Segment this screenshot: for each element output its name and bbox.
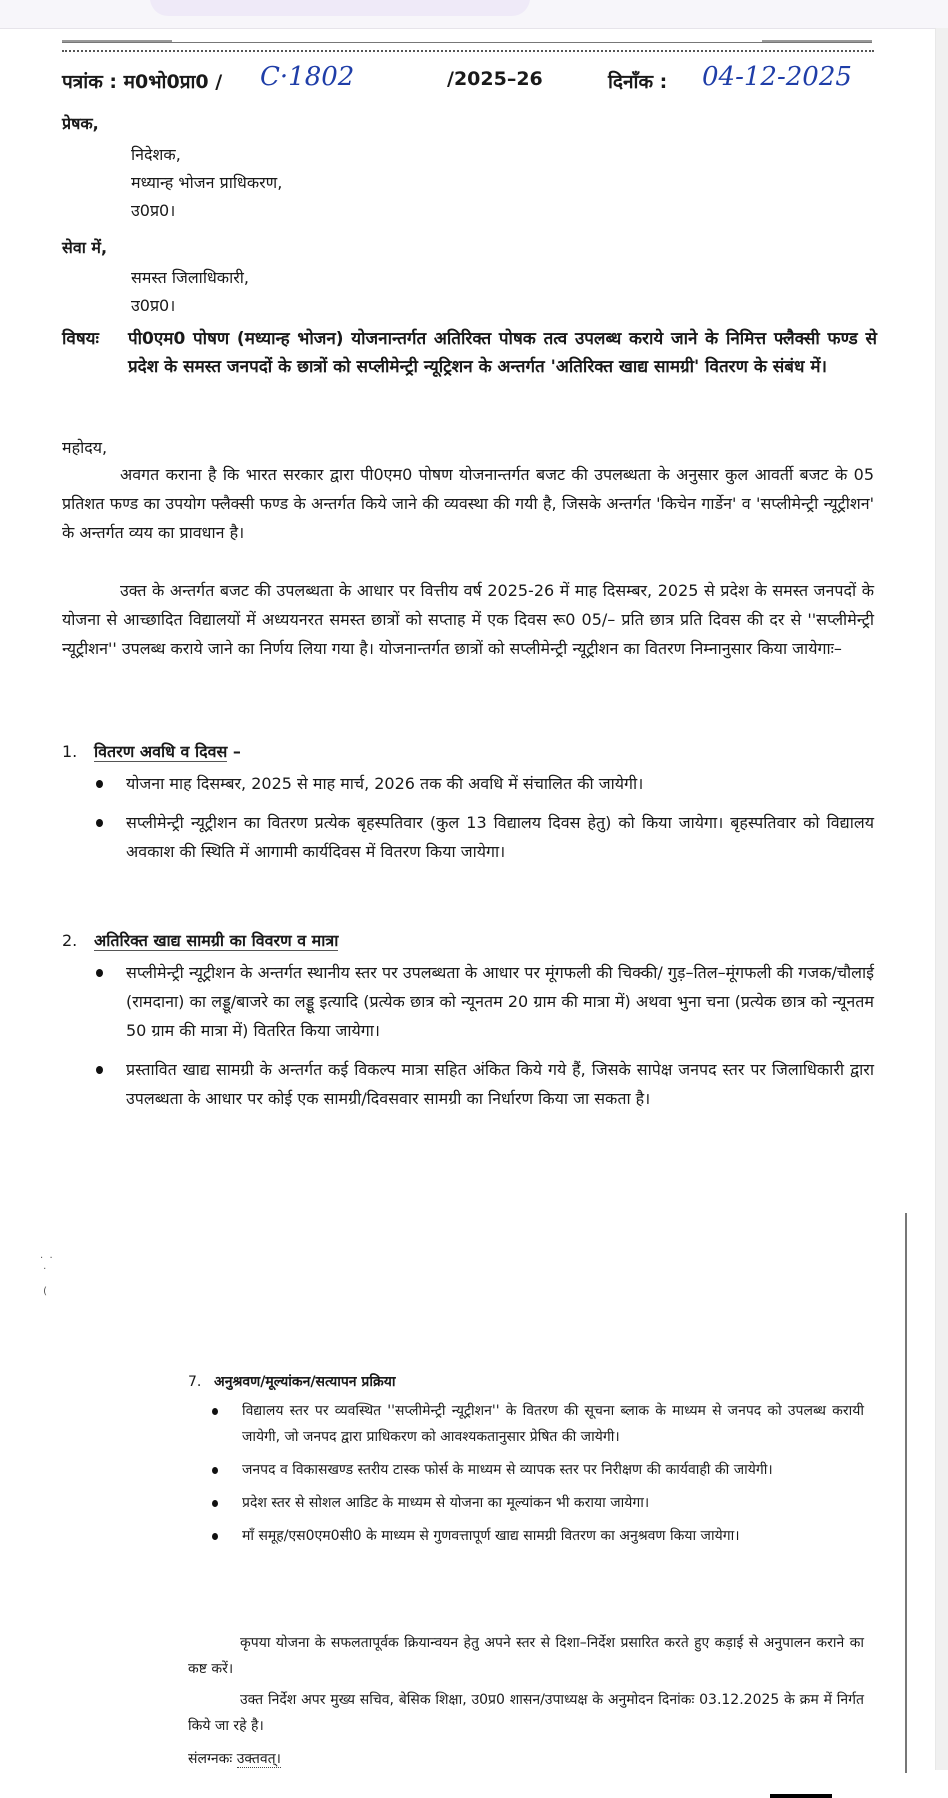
- bullet-text: सप्लीमेन्ट्री न्यूट्रीशन के अन्तर्गत स्थानीय स्तर पर उपलब्धता के आधार पर मूंगफली की चिक्की/ गुड़–तिल–मूंगफली की गजक/चौलाई (रामदाना) का लड्डू/बाजरे का लड्डू इत्यादि (प्रत्येक छात्र को न्यूनतम 20 ग्राम की मात्रा में) अथवा भुना चना (प्रत्येक छात्र को न्यूनतम 50 ग्राम की मात्रा में) वितरित किया जायेगा।: [126, 963, 874, 1040]
- paragraph-1: [62, 460, 874, 547]
- enclosure: [188, 1750, 281, 1769]
- sender-heading: प्रेषक,: [62, 114, 99, 133]
- sender-line: मध्यान्ह भोजन प्राधिकरण,: [131, 173, 283, 192]
- bullet-text: प्रस्तावित खाद्य सामग्री के अन्तर्गत कई विकल्प मात्रा सहित अंकित किये गये हैं, जिसके सापेक्ष जनपद स्तर पर जिलाधिकारी द्वारा उपलब्धता के आधार पर कोई एक सामग्री/दिवसवार सामग्री का निर्धारण किया जा सकता है।: [126, 1060, 874, 1108]
- bullet-item: [204, 1398, 864, 1450]
- bullet-item: [88, 958, 874, 1045]
- enclosure-value: उक्तवत्।: [236, 1751, 281, 1767]
- subject-label: विषयः: [62, 329, 99, 349]
- bullet-item: [204, 1523, 864, 1549]
- letterhead-strip: [62, 34, 872, 43]
- closing-paragraph-2: [188, 1687, 864, 1739]
- scrollbar[interactable]: [935, 28, 948, 1770]
- recipient-line: उ0प्र0।: [131, 296, 176, 315]
- bullet-item: [204, 1457, 864, 1483]
- section-number: 2.: [62, 931, 78, 950]
- url-pill[interactable]: [150, 0, 530, 16]
- sender-line: निदेशक,: [131, 145, 181, 164]
- section-title-suffix: –: [227, 742, 241, 761]
- bullet-item: [88, 808, 874, 866]
- letterhead-right-fragment: [762, 34, 872, 42]
- enclosure-label: संलग्नकः: [188, 1751, 233, 1767]
- section-title-text: वितरण अवधि व दिवस: [94, 742, 228, 761]
- recipient-line: समस्त जिलाधिकारी,: [131, 268, 250, 287]
- section-7-bullets: [204, 1398, 864, 1556]
- bullet-icon: [212, 1533, 218, 1540]
- subject-text: पी0एम0 पोषण (मध्यान्ह भोजन) योजनान्तर्गत अतिरिक्त पोषक तत्व उपलब्ध कराये जाने के निमित्त फ्लैक्सी फण्ड से प्रदेश के समस्त जनपदों के छात्रों को सप्लीमेन्ट्री न्यूट्रिशन के अन्तर्गत 'अतिरिक्त खाद्य सामग्री' वितरण के संबंध में।: [128, 329, 877, 377]
- handwritten-reference-number: C·1802: [260, 62, 355, 92]
- section-2-bullets: [88, 958, 874, 1123]
- reference-row: [62, 64, 882, 98]
- dotted-divider: [62, 50, 874, 52]
- paragraph-text: कृपया योजना के सफलतापूर्वक क्रियान्वयन हेतु अपने स्तर से दिशा–निर्देश प्रसारित करते हुए कड़ाई से अनुपालन कराने का कष्ट करें।: [188, 1635, 864, 1677]
- bullet-icon: [212, 1467, 218, 1474]
- page-edge-line: [905, 1213, 907, 1773]
- paragraph-text: उक्त निर्देश अपर मुख्य सचिव, बेसिक शिक्षा, उ0प्र0 शासन/उपाध्यक्ष के अनुमोदन दिनांकः 03.12.2025 के क्रम में निर्गत किये जा रहे है।: [188, 1692, 864, 1734]
- handwritten-date: 04-12-2025: [702, 62, 852, 92]
- bullet-text: जनपद व विकासखण्ड स्तरीय टास्क फोर्स के माध्यम से व्यापक स्तर पर निरीक्षण की कार्यवाही की जायेगी।: [242, 1462, 773, 1478]
- recipient-heading: सेवा में,: [62, 238, 108, 257]
- browser-top-bar: [0, 0, 948, 29]
- section-title-text: अनुश्रवण/मूल्यांकन/सत्यापन प्रक्रिया: [214, 1374, 396, 1390]
- signature-stamp-fragment: [770, 1794, 832, 1798]
- bullet-text: प्रदेश स्तर से सोशल आडिट के माध्यम से योजना का मूल्यांकन भी कराया जायेगा।: [242, 1495, 650, 1511]
- bullet-icon: [96, 969, 103, 977]
- bullet-item: [88, 1055, 874, 1113]
- paragraph-2: [62, 576, 874, 663]
- section-1-bullets: [88, 769, 874, 876]
- paragraph-text: अवगत कराना है कि भारत सरकार द्वारा पी0एम0 पोषण योजनान्तर्गत बजट की उपलब्धता के अनुसार कुल आवर्ती बजट के 05 प्रतिशत फण्ड का उपयोग फ्लैक्सी फण्ड के अन्तर्गत किये जाने की व्यवस्था की गयी है, जिसके अन्तर्गत 'किचेन गार्डेन' व 'सप्लीमेन्ट्री न्यूट्रीशन' के अन्तर्गत व्यय का प्रावधान है।: [62, 465, 874, 542]
- reference-year: /2025–26: [447, 68, 543, 90]
- bullet-icon: [96, 1066, 103, 1074]
- bullet-item: [88, 769, 874, 798]
- section-number: 1.: [62, 742, 78, 761]
- bullet-icon: [212, 1408, 218, 1415]
- letterhead-left-fragment: [62, 34, 172, 42]
- bullet-text: योजना माह दिसम्बर, 2025 से माह मार्च, 2026 तक की अवधि में संचालित की जायेगी।: [126, 774, 644, 793]
- closing-paragraph-1: [188, 1630, 864, 1682]
- date-label: दिनाँक :: [608, 71, 668, 93]
- section-title-text: अतिरिक्त खाद्य सामग्री का विवरण व मात्रा: [94, 931, 339, 950]
- paragraph-text: उक्त के अन्तर्गत बजट की उपलब्धता के आधार पर वित्तीय वर्ष 2025-26 में माह दिसम्बर, 2025 से प्रदेश के समस्त जनपदों के योजना से आच्छादित विद्यालयों में अध्ययनरत समस्त छात्रों को सप्ताह में एक दिवस रू0 05/– प्रति छात्र प्रति दिवस की दर से ''सप्लीमेन्ट्री न्यूट्रीशन'' उपलब्ध कराये जाने का निर्णय लिया गया है। योजनान्तर्गत छात्रों को सप्लीमेन्ट्री न्यूट्रीशन का वितरण निम्नानुसार किया जायेगाः–: [62, 581, 874, 658]
- bullet-text: माँ समूह/एस0एम0सी0 के माध्यम से गुणवत्तापूर्ण खाद्य सामग्री वितरण का अनुश्रवण किया जायेगा।: [242, 1528, 740, 1544]
- bullet-text: सप्लीमेन्ट्री न्यूट्रीशन का वितरण प्रत्येक बृहस्पतिवार (कुल 13 विद्यालय दिवस हेतु) को किया जायेगा। बृहस्पतिवार को विद्यालय अवकाश की स्थिति में आगामी कार्यदिवस में वितरण किया जायेगा।: [126, 813, 874, 861]
- bullet-icon: [212, 1500, 218, 1507]
- bullet-icon: [96, 780, 103, 788]
- section-number: 7.: [188, 1374, 202, 1390]
- bullet-item: [204, 1490, 864, 1516]
- salutation: महोदय,: [62, 438, 108, 457]
- bullet-icon: [96, 819, 103, 827]
- section-7-title: [188, 1372, 396, 1391]
- section-1-title: [62, 740, 241, 762]
- bullet-text: विद्यालय स्तर पर व्यवस्थित ''सप्लीमेन्ट्री न्यूट्रीशन'' के वितरण की सूचना ब्लाक के माध्यम से जनपद को उपलब्ध करायी जायेगी, जो जनपद द्वारा प्राधिकरण को आवश्यकतानुसार प्रेषित की जायेगी।: [242, 1403, 864, 1445]
- scan-specks: · · · (: [40, 1253, 53, 1297]
- reference-label: पत्रांक : म0भो0प्रा0 /: [62, 71, 223, 93]
- letter-page: [0, 28, 925, 1770]
- section-2-title: [62, 929, 338, 951]
- sender-line: उ0प्र0।: [131, 201, 176, 220]
